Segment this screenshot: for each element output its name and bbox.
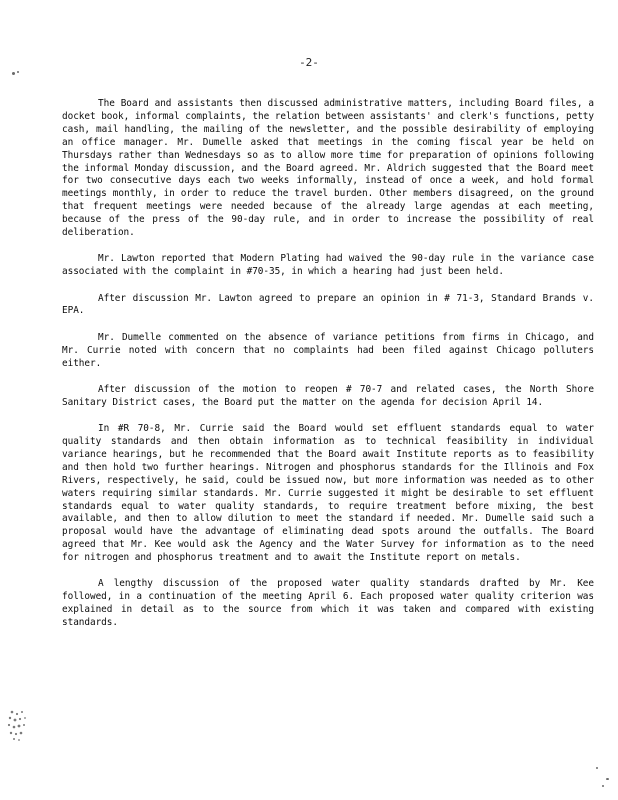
scan-speck (596, 767, 598, 769)
paragraph-standard-brands: After discussion Mr. Lawton agreed to prepare an opinion in # 71-3, Standard Brands v. EPA. (62, 292, 594, 317)
document-body (62, 98, 594, 630)
paragraph-north-shore: After discussion of the motion to reopen # 70-7 and related cases, the North Shore Sanitary District cases, the Board put the matter on the agenda for decision April 14. (62, 383, 594, 408)
page-number: -2- (299, 56, 319, 69)
scan-speck (606, 778, 609, 780)
paragraph-administrative-matters: The Board and assistants then discussed administrative matters, including Board files, a docket book, informal complaints, the relation between assistants' and clerk's functions, petty cash, mail handling, the mailing of the newsletter, and the possible desirability of employing an office manager. Mr. Dumelle asked that meetings in the coming fiscal year be held on Thursdays rather than Wednesdays so as to allow more time for preparation of opinions following the informal Monday discussion, and the Board agreed. Mr. Aldrich suggested that the Board meet for two consecutive days each two weeks informally, instead of once a week, and hold formal meetings monthly, in order to reduce the travel burden. Other members disagreed, on the ground that frequent meetings were needed because of the already large agendas at each meeting, because of the press of the 90-day rule, and in order to increase the possibility of real deliberation. (62, 98, 594, 239)
paragraph-chicago-petitions: Mr. Dumelle commented on the absence of variance petitions from firms in Chicago, and Mr. Currie noted with concern that no complaints had been filed against Chicago polluters either. (62, 331, 594, 369)
paragraph-effluent-standards: In #R 70-8, Mr. Currie said the Board would set effluent standards equal to water quality standards and then obtain information as to technical feasibility in individual variance hearings, but he recommended that the Board await Institute reports as to feasibility and then hold two further hearings. Nitrogen and phosphorus standards for the Illinois and Fox Rivers, respectively, he said, could be issued now, but more information was needed as to other waters requiring similar standards. Mr. Currie suggested it might be desirable to set effluent standards equal to water quality standards, to require treatment before mixing, the best available, and then to allow dilution to meet the standard if needed. Mr. Dumelle said such a proposal would have the advantage of eliminating dead spots around the outfalls. The Board agreed that Mr. Kee would ask the Agency and the Water Survey for information as to the need for nitrogen and phosphorus treatment and to await the Institute report on metals. (62, 423, 594, 564)
scan-speck (602, 785, 604, 787)
scan-artifact-icon (2, 706, 32, 746)
paragraph-water-quality-standards: A lengthy discussion of the proposed water quality standards drafted by Mr. Kee followed, in a continuation of the meeting April 6. Each proposed water quality criterion was explained in detail as to the source from which it was taken and compared with existing standards. (62, 578, 594, 629)
binder-hole-mark-bottom (2, 706, 32, 746)
paragraph-modern-plating: Mr. Lawton reported that Modern Plating had waived the 90-day rule in the variance case associated with the complaint in #70-35, in which a hearing had just been held. (62, 253, 594, 278)
